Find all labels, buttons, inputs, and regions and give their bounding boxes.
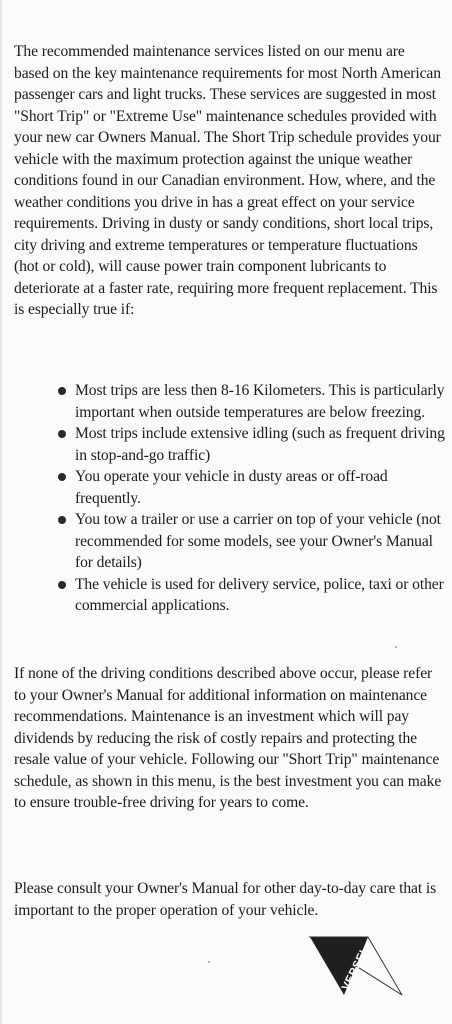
bullet-icon [58,473,66,481]
bullet-icon [58,430,66,438]
list-item-text: The vehicle is used for delivery service, police, taxi or other commercial applications. [75,575,444,614]
list-item [58,380,448,423]
intro-paragraph: The recommended maintenance services listed on our menu are based on the key maintenance requirements for most North American passenger cars and light trucks. These services are suggested in most "Short Trip" or "Extreme Use" maintenance schedules provided with your new car Owners Manual. The Short Trip schedule provides your vehicle with the maximum protection against the unique weather conditions found in our Canadian environment. How, where, and the weather conditions you drive in has a great effect on your service requirements. Driving in dusty or sandy conditions, short local trips, city driving and extreme temperatures or temperature fluctuations (hot or cold), will cause power train component lubricants to deteriorate at a faster rate, requiring more frequent replacement. This is especially true if: [14,43,441,318]
closing-paragraph: Please consult your Owner's Manual for other day-to-day care that is important to the proper operation of your vehicle. [14,880,437,919]
bullet-icon [58,581,66,589]
list-item [58,466,448,509]
versel-logo-icon [308,935,404,997]
paper-speck [208,961,210,963]
list-item-text: Most trips are less then 8-16 Kilometers. This is particularly important when outside temperatures are below freezing. [75,382,445,421]
bullet-icon [58,387,66,395]
list-item-text: You operate your vehicle in dusty areas or off-road frequently. [75,468,388,507]
conditions-list [58,380,448,617]
list-item-text: You tow a trailer or use a carrier on top of your vehicle (not recommended for some models, see your Owner's Manual for details) [75,511,441,571]
maintenance-paragraph: If none of the driving conditions described above occur, please refer to your Owner's Manual for additional information on maintenance recommendations. Maintenance is an investment which will pay dividends by reducing the risk of costly repairs and protecting the resale value of your vehicle. Following our "Short Trip" maintenance schedule, as shown in this menu, is the best investment you can make to ensure trouble-free driving for years to come. [14,665,442,811]
list-item [58,423,448,466]
list-item [58,509,448,574]
list-item [58,574,448,617]
paper-speck [395,646,397,648]
logo-text: VERSEL [339,944,372,993]
bullet-icon [58,516,66,524]
list-item-text: Most trips include extensive idling (such as frequent driving in stop-and-go traffic) [75,425,445,464]
